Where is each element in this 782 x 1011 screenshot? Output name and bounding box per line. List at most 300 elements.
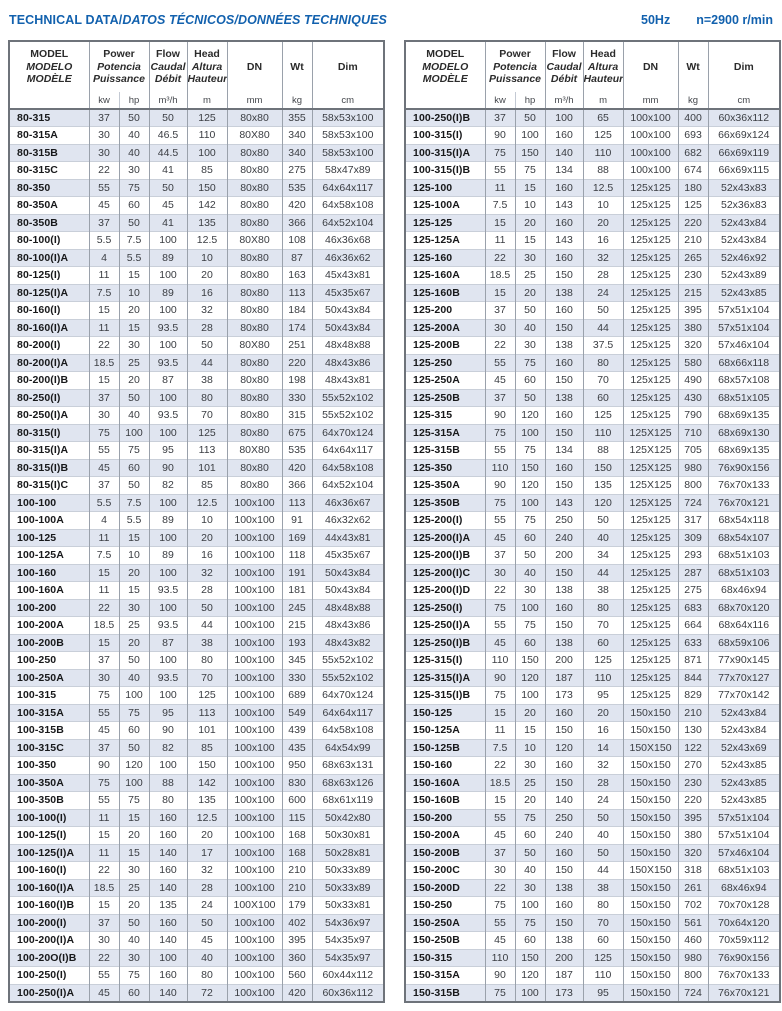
model-cell: 100-250A — [9, 669, 89, 687]
value-cell: 100x100 — [227, 494, 282, 512]
value-cell: 48x43x86 — [312, 354, 384, 372]
value-cell: 80x80 — [227, 109, 282, 127]
value-cell: 68x51x103 — [708, 547, 780, 565]
value-cell: 50x30x81 — [312, 827, 384, 845]
value-cell: 95 — [583, 687, 623, 705]
value-cell: 50 — [187, 914, 227, 932]
value-cell: 37 — [89, 477, 119, 495]
value-cell: 55x52x102 — [312, 407, 384, 425]
table-row — [9, 547, 384, 565]
unit-head: m — [583, 92, 623, 109]
value-cell: 48x43x86 — [312, 617, 384, 635]
model-column-header — [405, 41, 485, 92]
value-cell: 309 — [678, 529, 708, 547]
model-cell: 125-250(I)A — [405, 617, 485, 635]
value-cell: 150x150 — [623, 914, 678, 932]
value-cell: 57x51x104 — [708, 302, 780, 320]
value-cell: 12.5 — [187, 232, 227, 250]
right-data-table — [404, 40, 781, 1003]
value-cell: 60 — [515, 634, 545, 652]
value-cell: 11 — [485, 722, 515, 740]
value-cell: 68x59x106 — [708, 634, 780, 652]
model-cell: 125-100A — [405, 197, 485, 215]
value-cell: 125 — [583, 652, 623, 670]
model-cell: 80-350B — [9, 214, 89, 232]
value-cell: 60 — [583, 932, 623, 950]
model-cell: 80-315(I) — [9, 424, 89, 442]
value-cell: 75 — [119, 967, 149, 985]
value-cell: 40 — [119, 407, 149, 425]
value-cell: 55x52x102 — [312, 389, 384, 407]
power-column-header — [89, 41, 149, 92]
value-cell: 100x100 — [227, 932, 282, 950]
value-cell: 80x80 — [227, 267, 282, 285]
value-cell: 88 — [583, 442, 623, 460]
table-row — [9, 932, 384, 950]
value-cell: 100x100 — [227, 827, 282, 845]
value-cell: 50x28x81 — [312, 844, 384, 862]
value-cell: 50x43x84 — [312, 302, 384, 320]
value-cell: 187 — [545, 967, 583, 985]
model-cell: 80-350A — [9, 197, 89, 215]
value-cell: 75 — [515, 354, 545, 372]
value-cell: 15 — [119, 844, 149, 862]
value-cell: 82 — [149, 477, 187, 495]
table-row — [9, 792, 384, 810]
table-row — [9, 127, 384, 145]
value-cell: 160 — [149, 914, 187, 932]
value-cell: 135 — [583, 477, 623, 495]
model-cell: 100-100A — [9, 512, 89, 530]
value-cell: 108 — [282, 232, 312, 250]
table-row — [9, 197, 384, 215]
value-cell: 160 — [545, 214, 583, 232]
table-row — [405, 809, 780, 827]
value-cell: 5.5 — [119, 512, 149, 530]
value-cell: 168 — [282, 827, 312, 845]
value-cell: 138 — [545, 337, 583, 355]
value-cell: 160 — [149, 967, 187, 985]
value-cell: 75 — [89, 687, 119, 705]
table-row — [405, 442, 780, 460]
value-cell: 50x43x84 — [312, 582, 384, 600]
value-cell: 293 — [678, 547, 708, 565]
value-cell: 125 — [583, 949, 623, 967]
value-cell: 87 — [282, 249, 312, 267]
value-cell: 125x125 — [623, 599, 678, 617]
value-cell: 20 — [119, 564, 149, 582]
value-cell: 100x100 — [227, 739, 282, 757]
head-header-fr: Hauteur — [583, 73, 624, 86]
value-cell: 100x100 — [227, 862, 282, 880]
value-cell: 100 — [149, 529, 187, 547]
table-row — [9, 774, 384, 792]
value-cell: 90 — [485, 477, 515, 495]
value-cell: 193 — [282, 634, 312, 652]
model-cell: 100-125A — [9, 547, 89, 565]
value-cell: 682 — [678, 144, 708, 162]
value-cell: 30 — [515, 337, 545, 355]
unit-head: m — [187, 92, 227, 109]
value-cell: 50x43x84 — [312, 564, 384, 582]
value-cell: 90 — [485, 669, 515, 687]
value-cell: 220 — [678, 214, 708, 232]
value-cell: 12.5 — [187, 494, 227, 512]
value-cell: 58x47x89 — [312, 162, 384, 180]
value-cell: 125x125 — [623, 529, 678, 547]
value-cell: 150 — [545, 477, 583, 495]
value-cell: 160 — [545, 757, 583, 775]
value-cell: 261 — [678, 879, 708, 897]
value-cell: 37 — [89, 652, 119, 670]
value-cell: 100x100 — [227, 984, 282, 1002]
head-header-es: Altura — [587, 60, 619, 73]
value-cell: 150 — [545, 564, 583, 582]
value-cell: 689 — [282, 687, 312, 705]
value-cell: 90 — [485, 967, 515, 985]
value-cell: 230 — [678, 774, 708, 792]
table-row — [405, 267, 780, 285]
value-cell: 93.5 — [149, 582, 187, 600]
value-cell: 138 — [545, 284, 583, 302]
value-cell: 150 — [545, 774, 583, 792]
value-cell: 37 — [89, 214, 119, 232]
value-cell: 40 — [583, 827, 623, 845]
model-cell: 100-315(I)B — [405, 162, 485, 180]
value-cell: 54x36x97 — [312, 914, 384, 932]
model-header-es: MODELO — [26, 60, 73, 73]
table-row — [405, 669, 780, 687]
value-cell: 64x52x104 — [312, 477, 384, 495]
value-cell: 22 — [485, 337, 515, 355]
value-cell: 140 — [149, 932, 187, 950]
model-cell: 125-160 — [405, 249, 485, 267]
value-cell: 34 — [583, 547, 623, 565]
model-cell: 125-160B — [405, 284, 485, 302]
value-cell: 101 — [187, 459, 227, 477]
value-cell: 130 — [678, 722, 708, 740]
model-cell: 125-100 — [405, 179, 485, 197]
value-cell: 160 — [149, 809, 187, 827]
value-cell: 40 — [515, 564, 545, 582]
model-cell: 125-200A — [405, 319, 485, 337]
value-cell: 50 — [119, 109, 149, 127]
value-cell: 25 — [119, 354, 149, 372]
value-cell: 160 — [545, 599, 583, 617]
value-cell: 15 — [89, 634, 119, 652]
value-cell: 7.5 — [119, 232, 149, 250]
value-cell: 125X125 — [623, 494, 678, 512]
table-row — [9, 634, 384, 652]
model-cell: 100-315(I)A — [405, 144, 485, 162]
value-cell: 18.5 — [89, 354, 119, 372]
value-cell: 10 — [119, 284, 149, 302]
value-cell: 55 — [89, 967, 119, 985]
table-row — [9, 862, 384, 880]
value-cell: 100x100 — [227, 529, 282, 547]
model-cell: 150-250B — [405, 932, 485, 950]
value-cell: 50x33x81 — [312, 897, 384, 915]
value-cell: 150 — [545, 319, 583, 337]
table-row — [9, 144, 384, 162]
value-cell: 70x70x128 — [708, 897, 780, 915]
value-cell: 50 — [187, 337, 227, 355]
value-cell: 125x125 — [623, 669, 678, 687]
value-cell: 15 — [485, 704, 515, 722]
table-row — [9, 757, 384, 775]
model-cell: 150-315 — [405, 949, 485, 967]
value-cell: 10 — [515, 739, 545, 757]
value-cell: 7.5 — [119, 494, 149, 512]
power-column-header — [485, 41, 545, 92]
value-cell: 64x58x108 — [312, 197, 384, 215]
flow-header-es: Caudal — [546, 60, 582, 73]
value-cell: 75 — [485, 687, 515, 705]
value-cell: 52x43x89 — [708, 267, 780, 285]
value-cell: 460 — [678, 932, 708, 950]
value-cell: 100x100 — [227, 967, 282, 985]
value-cell: 52x43x85 — [708, 757, 780, 775]
table-row — [405, 512, 780, 530]
value-cell: 829 — [678, 687, 708, 705]
value-cell: 871 — [678, 652, 708, 670]
value-cell: 30 — [119, 162, 149, 180]
value-cell: 70x59x112 — [708, 932, 780, 950]
value-cell: 89 — [149, 249, 187, 267]
value-cell: 535 — [282, 179, 312, 197]
value-cell: 100 — [149, 337, 187, 355]
model-cell: 125-350B — [405, 494, 485, 512]
value-cell: 150 — [545, 722, 583, 740]
power-header-en: Power — [103, 48, 135, 61]
value-cell: 113 — [282, 284, 312, 302]
value-cell: 120 — [515, 669, 545, 687]
table-row — [9, 669, 384, 687]
model-cell: 100-315 — [9, 687, 89, 705]
value-cell: 174 — [282, 319, 312, 337]
value-cell: 28 — [187, 879, 227, 897]
value-cell: 50 — [119, 914, 149, 932]
value-cell: 66x69x119 — [708, 144, 780, 162]
value-cell: 50 — [119, 739, 149, 757]
value-cell: 160 — [545, 844, 583, 862]
value-cell: 100x100 — [227, 617, 282, 635]
table-row — [405, 197, 780, 215]
value-cell: 15 — [119, 319, 149, 337]
value-cell: 60 — [119, 197, 149, 215]
value-cell: 22 — [485, 582, 515, 600]
value-cell: 600 — [282, 792, 312, 810]
value-cell: 251 — [282, 337, 312, 355]
value-cell: 38 — [187, 372, 227, 390]
value-cell: 68x69x130 — [708, 424, 780, 442]
flow-header-fr: Débit — [154, 73, 182, 86]
value-cell: 37 — [89, 914, 119, 932]
value-cell: 122 — [678, 739, 708, 757]
model-cell: 80-350 — [9, 179, 89, 197]
table-row — [405, 792, 780, 810]
model-cell: 80-100(I) — [9, 232, 89, 250]
model-cell: 80-315(I)C — [9, 477, 89, 495]
model-cell: 150-160A — [405, 774, 485, 792]
unit-wt: kg — [282, 92, 312, 109]
value-cell: 30 — [485, 319, 515, 337]
model-cell: 100-315C — [9, 739, 89, 757]
value-cell: 125x125 — [623, 267, 678, 285]
value-cell: 100x100 — [227, 634, 282, 652]
value-cell: 77x70x127 — [708, 669, 780, 687]
value-cell: 68x63x131 — [312, 757, 384, 775]
table-row — [405, 424, 780, 442]
power-header-fr: Puissance — [93, 73, 145, 86]
value-cell: 68x51x103 — [708, 862, 780, 880]
flow-column-header — [149, 41, 187, 92]
model-header-en: MODEL — [30, 48, 69, 61]
table-row — [405, 144, 780, 162]
model-cell: 80-315B — [9, 144, 89, 162]
model-header-fr: MODÈLE — [26, 73, 72, 86]
value-cell: 150x150 — [623, 967, 678, 985]
model-cell: 125-315(I) — [405, 652, 485, 670]
model-cell: 100-315(I) — [405, 127, 485, 145]
value-cell: 16 — [583, 232, 623, 250]
value-cell: 57x51x104 — [708, 827, 780, 845]
value-cell: 65 — [583, 109, 623, 127]
value-cell: 93.5 — [149, 669, 187, 687]
value-cell: 138 — [545, 932, 583, 950]
value-cell: 120 — [545, 739, 583, 757]
value-cell: 64x54x99 — [312, 739, 384, 757]
value-cell: 11 — [485, 232, 515, 250]
value-cell: 77x90x145 — [708, 652, 780, 670]
value-cell: 15 — [515, 722, 545, 740]
table-row — [405, 162, 780, 180]
table-row — [9, 232, 384, 250]
value-cell: 50 — [119, 652, 149, 670]
table-row — [405, 844, 780, 862]
value-cell: 68x46x94 — [708, 582, 780, 600]
value-cell: 68x69x135 — [708, 442, 780, 460]
table-row — [9, 302, 384, 320]
value-cell: 75 — [515, 162, 545, 180]
model-cell: 150-200D — [405, 879, 485, 897]
value-cell: 198 — [282, 372, 312, 390]
value-cell: 37 — [89, 389, 119, 407]
table-row — [405, 984, 780, 1002]
value-cell: 100 — [149, 424, 187, 442]
value-cell: 125x125 — [623, 337, 678, 355]
value-cell: 705 — [678, 442, 708, 460]
model-cell: 125-350A — [405, 477, 485, 495]
value-cell: 80x80 — [227, 319, 282, 337]
table-row — [9, 459, 384, 477]
model-cell: 80-100(I)A — [9, 249, 89, 267]
model-cell: 100-160(I)B — [9, 897, 89, 915]
value-cell: 110 — [583, 669, 623, 687]
page-header — [0, 0, 782, 27]
value-cell: 40 — [119, 144, 149, 162]
head-column-header — [583, 41, 623, 92]
unit-kw: kw — [485, 92, 515, 109]
value-cell: 20 — [119, 372, 149, 390]
value-cell: 50 — [583, 809, 623, 827]
value-cell: 45 — [149, 197, 187, 215]
value-cell: 68x51x103 — [708, 564, 780, 582]
value-cell: 100 — [545, 109, 583, 127]
value-cell: 70x64x120 — [708, 914, 780, 932]
value-cell: 75 — [515, 809, 545, 827]
table-row — [9, 529, 384, 547]
value-cell: 560 — [282, 967, 312, 985]
value-cell: 55 — [485, 809, 515, 827]
value-cell: 150x150 — [623, 722, 678, 740]
model-cell: 80-160(I) — [9, 302, 89, 320]
value-cell: 30 — [119, 862, 149, 880]
value-cell: 76x70x133 — [708, 477, 780, 495]
value-cell: 76x70x121 — [708, 984, 780, 1002]
value-cell: 420 — [282, 197, 312, 215]
value-cell: 150 — [545, 267, 583, 285]
value-cell: 11 — [89, 809, 119, 827]
value-cell: 150x150 — [623, 827, 678, 845]
value-cell: 15 — [119, 267, 149, 285]
value-cell: 125 — [583, 127, 623, 145]
value-cell: 100 — [187, 144, 227, 162]
value-cell: 60 — [583, 389, 623, 407]
value-cell: 100x100 — [227, 949, 282, 967]
value-cell: 64x58x108 — [312, 722, 384, 740]
value-cell: 52x46x92 — [708, 249, 780, 267]
value-cell: 40 — [515, 862, 545, 880]
value-cell: 52x43x84 — [708, 214, 780, 232]
table-row — [9, 879, 384, 897]
value-cell: 45 — [187, 932, 227, 950]
table-row — [9, 809, 384, 827]
value-cell: 150X150 — [623, 862, 678, 880]
table-row — [9, 389, 384, 407]
value-cell: 80X80 — [227, 442, 282, 460]
unit-wt: kg — [678, 92, 708, 109]
value-cell: 41 — [149, 214, 187, 232]
value-cell: 45 — [89, 984, 119, 1002]
value-cell: 160 — [545, 302, 583, 320]
table-row — [9, 617, 384, 635]
value-cell: 15 — [89, 827, 119, 845]
value-cell: 125x125 — [623, 232, 678, 250]
value-cell: 60 — [119, 459, 149, 477]
value-cell: 80 — [149, 792, 187, 810]
value-cell: 315 — [282, 407, 312, 425]
value-cell: 40 — [187, 949, 227, 967]
model-cell: 80-125(I)A — [9, 284, 89, 302]
value-cell: 77x70x142 — [708, 687, 780, 705]
left-table-header — [9, 41, 384, 109]
value-cell: 37 — [485, 389, 515, 407]
value-cell: 710 — [678, 424, 708, 442]
value-cell: 58x53x100 — [312, 144, 384, 162]
value-cell: 80x80 — [227, 302, 282, 320]
value-cell: 100 — [515, 984, 545, 1002]
value-cell: 44 — [583, 564, 623, 582]
flow-column-header — [545, 41, 583, 92]
value-cell: 46x32x62 — [312, 512, 384, 530]
value-cell: 702 — [678, 897, 708, 915]
model-cell: 150-315B — [405, 984, 485, 1002]
value-cell: 549 — [282, 704, 312, 722]
value-cell: 113 — [187, 442, 227, 460]
table-row — [9, 372, 384, 390]
value-cell: 160 — [545, 897, 583, 915]
